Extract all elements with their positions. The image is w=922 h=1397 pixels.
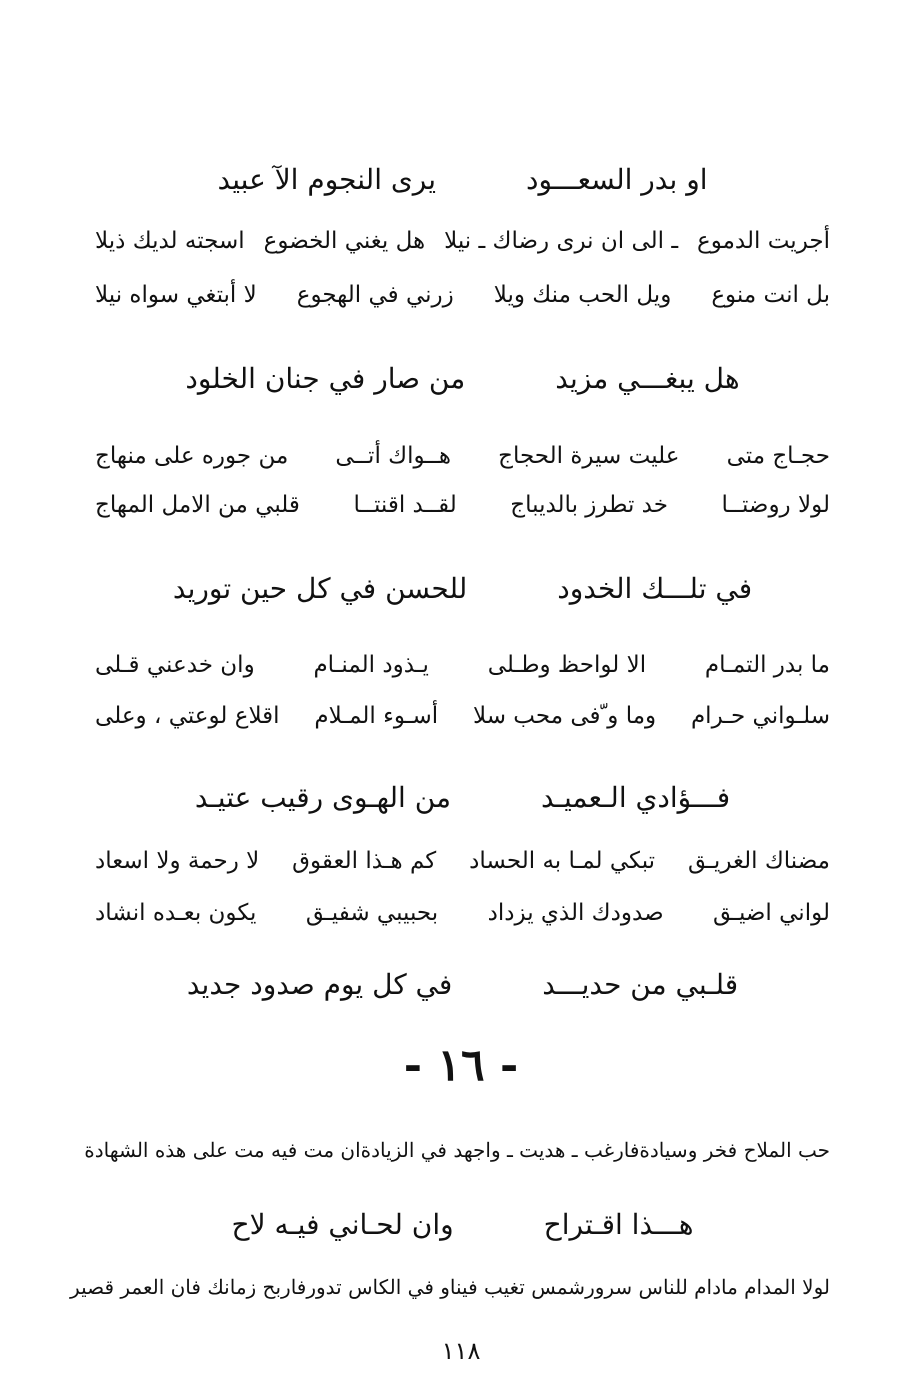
verse-part: لقــد اقنتــا: [353, 492, 457, 518]
verse-part: بل انت منوع: [711, 282, 830, 308]
verse-part: يـذود المنـام: [313, 652, 429, 678]
verse-part: الا لواحظ وطـلى: [487, 652, 647, 678]
stanza-4-line-2: [95, 900, 830, 926]
refrain-right: فـــؤادي الـعميـد: [541, 781, 731, 814]
verse-part: هل يغني الخضوع: [263, 228, 426, 254]
stanza-2-line-2: [95, 492, 830, 518]
verse-part: عليت سيرة الحجاج: [498, 443, 680, 469]
stanza-1-refrain: [95, 163, 830, 196]
section-number: - ١٦ -: [403, 1040, 519, 1091]
stanza-3-line-2: [95, 703, 830, 729]
verse-part: حجـاج متى: [726, 443, 830, 469]
verse-part: اقلاع لوعتي ، وعلى: [95, 703, 280, 729]
verse-part: خد تطرز بالديباج: [510, 492, 668, 518]
section-line-2: [70, 1275, 830, 1299]
stanza-4-closing: [95, 968, 830, 1001]
refrain-right: هـــذا اقـتراح: [543, 1208, 694, 1241]
verse-part: كم هـذا العقوق: [292, 848, 437, 874]
refrain-left: من الهـوى رقيب عتيـد: [194, 781, 452, 814]
verse-part: من جوره على منهاج: [95, 443, 289, 469]
verse-part: بحبيبي شفيـق: [305, 900, 439, 926]
closing-left: في كل يوم صدود جديد: [186, 968, 453, 1001]
refrain-left: من صار في جنان الخلود: [185, 362, 466, 395]
verse-part: مضناك الغريـق: [688, 848, 830, 874]
section-refrain: [95, 1208, 830, 1241]
verse-part: سلـواني حـرام: [690, 703, 830, 729]
verse-part: شمس تغيب فيناو في الكاس تدور: [306, 1275, 586, 1299]
closing-right: قلـبي من حديـــد: [542, 968, 739, 1001]
verse-part: لولا المدام مادام للناس سرور: [585, 1275, 830, 1299]
verse-part: قلبي من الامل المهاج: [95, 492, 300, 518]
page-number: ١١٨: [441, 1337, 481, 1365]
verse-part: وما و ّفى محب سلا: [473, 703, 657, 729]
stanza-4-line-1: [95, 848, 830, 874]
stanza-3-line-1: [95, 652, 830, 678]
verse-part: حب الملاح فخر وسيادة: [639, 1138, 830, 1162]
refrain-left: يرى النجوم الآ عبيد: [217, 163, 437, 196]
verse-part: لواني اضيـق: [713, 900, 830, 926]
stanza-2-line-1: [95, 443, 830, 469]
verse-part: لولا روضتــا: [721, 492, 830, 518]
verse-part: فارغب ـ هديت ـ واجهد في الزيادة: [360, 1138, 640, 1162]
verse-part: لا رحمة ولا اسعاد: [95, 848, 260, 874]
verse-part: هــواك أتــى: [335, 443, 451, 469]
verse-part: فاربح زمانك فان العمر قصير: [70, 1275, 307, 1299]
verse-part: أسـوء المـلام: [314, 703, 439, 729]
verse-part: أجريت الدموع: [697, 228, 830, 254]
refrain-right: او بدر السعـــود: [526, 163, 708, 196]
verse-part: لا أبتغي سواه نيلا: [95, 282, 257, 308]
refrain-right: في تلـــك الخدود: [557, 572, 753, 605]
verse-part: ويل الحب منك ويلا: [493, 282, 672, 308]
verse-part: صدودك الذي يزداد: [487, 900, 664, 926]
verse-part: يكون بعـده انشاد: [95, 900, 257, 926]
stanza-1-line-1: [95, 228, 830, 254]
stanza-2-refrain: [95, 362, 830, 395]
refrain-left: وان لحـاني فيـه لاح: [231, 1208, 454, 1241]
verse-part: زرني في الهجوع: [296, 282, 454, 308]
verse-part: اسجته لديك ذيلا: [95, 228, 245, 254]
verse-part: ان مت فيه مت على هذه الشهادة: [84, 1138, 361, 1162]
section-line-1: [84, 1138, 830, 1162]
verse-part: تبكي لمـا به الحساد: [469, 848, 656, 874]
refrain-left: للحسن في كل حين توريد: [172, 572, 468, 605]
verse-part: ـ الى ان نرى رضاك ـ نيلا: [444, 228, 679, 254]
refrain-right: هل يبغـــي مزيد: [555, 362, 740, 395]
stanza-3-refrain: [95, 572, 830, 605]
stanza-4-refrain: [95, 781, 830, 814]
stanza-1-line-2: [95, 282, 830, 308]
verse-part: وان خدعني قـلى: [95, 652, 255, 678]
verse-part: ما بدر التمـام: [704, 652, 830, 678]
